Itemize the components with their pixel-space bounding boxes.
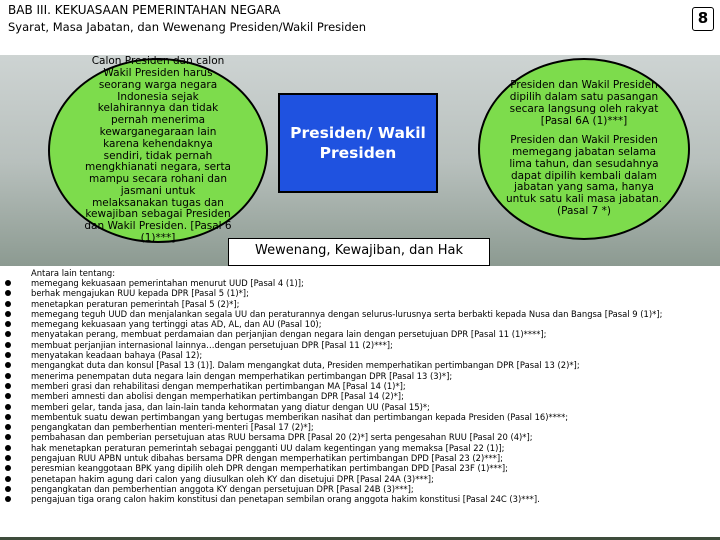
list-item: pembahasan dan pemberian persetujuan atas RUU bersama DPR [Pasal 20 (2)*] serta pengesahan RUU [Pasal 20 (4)*];: [0, 432, 720, 442]
list-item: membuat perjanjian internasional lainnya…dengan persetujuan DPR [Pasal 11 (2)***];: [0, 340, 720, 350]
list-item: penetapan hakim agung dari calon yang diusulkan oleh KY dan disetujui DPR [Pasal 24A (3)***];: [0, 474, 720, 484]
president-box: [278, 93, 438, 193]
list-item: memberi grasi dan rehabilitasi dengan memperhatikan pertimbangan MA [Pasal 14 (1)*];: [0, 381, 720, 391]
list-item: memegang kekuasaan yang tertinggi atas AD, AL, dan AU (Pasal 10);: [0, 319, 720, 329]
list-item: memegang teguh UUD dan menjalankan segala UU dan peraturannya dengan selurus-lurusnya serta berbakti kepada Nusa dan Bangsa [Pasal 9 (1)*];: [0, 309, 720, 319]
election-text: Presiden dan Wakil Presiden dipilih dalam satu pasangan secara langsung oleh rakyat [Pasal 6A (1)***]: [509, 79, 659, 127]
list-item: memegang kekuasaan pemerintahan menurut UUD [Pasal 4 (1)];: [0, 278, 720, 288]
authority-intro: Antara lain tentang:: [31, 268, 116, 278]
list-item: pengajuan RUU APBN untuk dibahas bersama DPR dengan memperhatikan pertimbangan DPD [Pasal 23 (2)***];: [0, 453, 720, 463]
slide-header: [0, 0, 720, 55]
requirements-text: Calon Presiden dan calon Wakil Presiden harus seorang warga negara Indonesia sejak kelahirannya dan tidak pernah menerima kewarganegaraan lain karena kehendaknya sendiri, tidak pernah mengkhianati negara, serta mampu secara rohani dan jasmani untuk melaksanakan tugas dan kewajiban sebagai Presiden dan Wakil Presiden. [Pasal 6 (1)***]: [84, 55, 232, 245]
list-item: berhak mengajukan RUU kepada DPR [Pasal 5 (1)*];: [0, 288, 720, 298]
authority-panel: [0, 266, 720, 537]
page-number: 8: [692, 7, 714, 31]
president-label: Presiden/ Wakil Presiden: [290, 124, 426, 162]
list-item: membentuk suatu dewan pertimbangan yang bertugas memberikan nasihat dan pertimbangan kepada Presiden (Pasal 16)****;: [0, 412, 720, 422]
authority-list: [0, 278, 720, 505]
list-item: menyatakan keadaan bahaya (Pasal 12);: [0, 350, 720, 360]
list-item: pengangkatan dan pemberhentian menteri-menteri [Pasal 17 (2)*];: [0, 422, 720, 432]
list-item: hak menetapkan peraturan pemerintah sebagai pengganti UU dalam kegentingan yang memaksa [Pasal 22 (1)];: [0, 443, 720, 453]
requirements-ellipse: [48, 55, 268, 245]
term-text: Presiden dan Wakil Presiden memegang jabatan selama lima tahun, dan sesudahnya dapat dipilih kembali dalam jabatan yang sama, hanya untuk satu kali masa jabatan. (Pasal 7 *): [506, 134, 662, 218]
list-item: memberi gelar, tanda jasa, dan lain-lain tanda kehormatan yang diatur dengan UU (Pasal 15)*;: [0, 402, 720, 412]
list-item: menerima penempatan duta negara lain dengan memperhatikan pertimbangan DPR [Pasal 13 (3)*];: [0, 371, 720, 381]
list-item: menyatakan perang, membuat perdamaian dan perjanjian dengan negara lain dengan persetujuan DPR [Pasal 11 (1)****];: [0, 329, 720, 339]
list-item: menetapkan peraturan pemerintah [Pasal 5 (2)*];: [0, 299, 720, 309]
chapter-title: BAB III. KEKUASAAN PEMERINTAHAN NEGARA: [8, 3, 281, 17]
list-item: memberi amnesti dan abolisi dengan memperhatikan pertimbangan DPR [Pasal 14 (2)*];: [0, 391, 720, 401]
term-ellipse: [478, 58, 690, 240]
authority-heading: Wewenang, Kewajiban, dan Hak: [228, 238, 490, 266]
list-item: pengajuan tiga orang calon hakim konstitusi dan penetapan sembilan orang anggota hakim konstitusi [Pasal 24C (3)***].: [0, 494, 720, 504]
list-item: mengangkat duta dan konsul [Pasal 13 (1)]. Dalam mengangkat duta, Presiden memperhatikan pertimbangan DPR [Pasal 13 (2)*];: [0, 360, 720, 370]
slide-subtitle: Syarat, Masa Jabatan, dan Wewenang Presiden/Wakil Presiden: [8, 20, 367, 34]
list-item: peresmian keanggotaan BPK yang dipilih oleh DPR dengan memperhatikan pertimbangan DPD [Pasal 23F (1)***];: [0, 463, 720, 473]
list-item: pengangkatan dan pemberhentian anggota KY dengan persetujuan DPR [Pasal 24B (3)***];: [0, 484, 720, 494]
